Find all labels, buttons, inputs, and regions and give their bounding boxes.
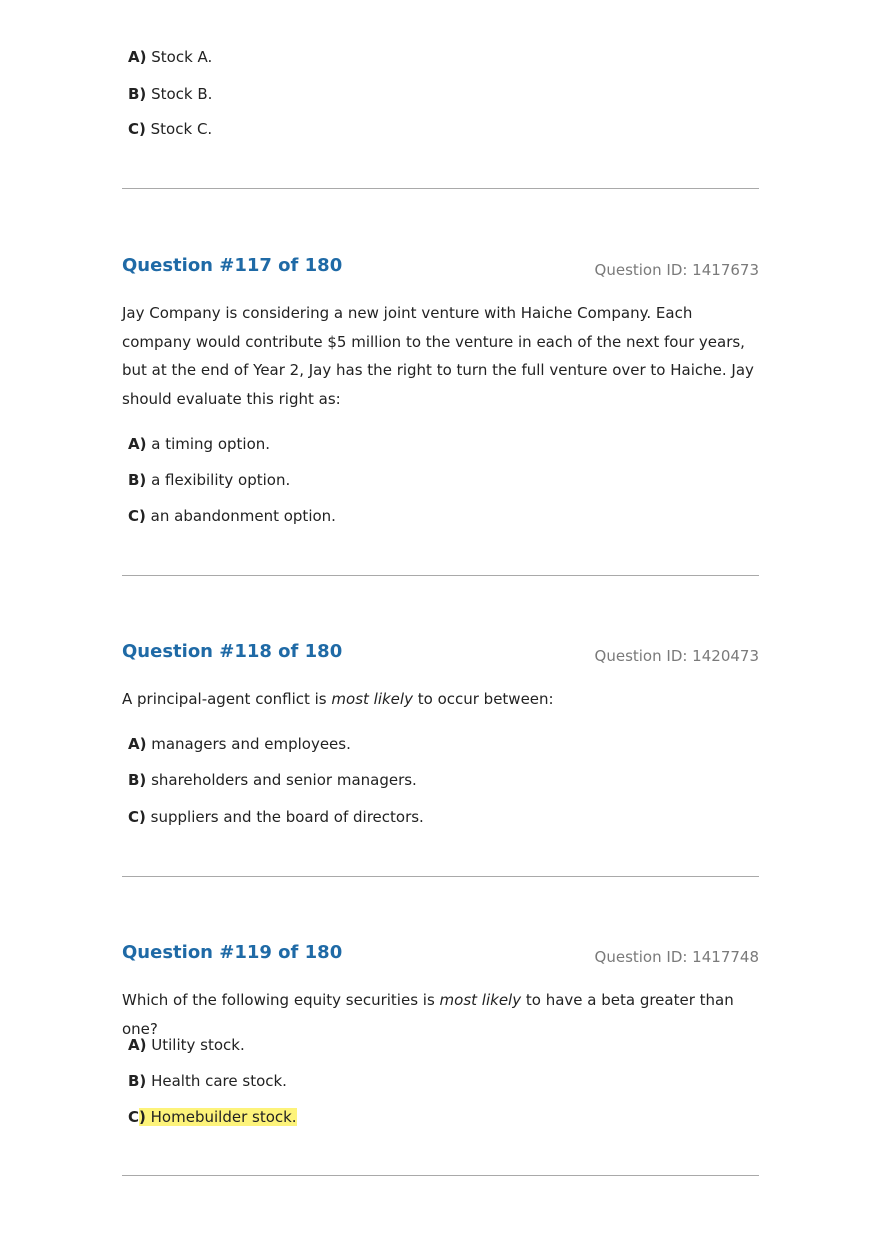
question-id: Question ID: 1420473 <box>594 647 759 665</box>
answer-option-b[interactable] <box>128 770 417 790</box>
option-letter: B) <box>128 771 147 789</box>
option-letter: A) <box>128 735 147 753</box>
option-letter: A) <box>128 1036 147 1054</box>
stem-text: A principal-agent conflict is <box>122 690 332 708</box>
answer-option-c[interactable] <box>128 1107 297 1127</box>
option-letter: C) <box>128 507 146 525</box>
option-text: Utility stock. <box>151 1036 245 1054</box>
option-text: Stock C. <box>150 120 213 138</box>
option-text: a flexibility option. <box>151 471 291 489</box>
option-text: managers and employees. <box>151 735 351 753</box>
option-letter: C <box>128 1108 140 1126</box>
stem-emphasis: most likely <box>439 991 522 1009</box>
option-letter: A) <box>128 435 147 453</box>
question-stem <box>122 685 762 714</box>
option-text: a timing option. <box>151 435 271 453</box>
option-text: suppliers and the board of directors. <box>150 808 424 826</box>
section-divider <box>122 188 759 189</box>
option-letter: A) <box>128 48 147 66</box>
answer-option-c[interactable] <box>128 807 424 827</box>
section-divider <box>122 1175 759 1176</box>
section-divider <box>122 876 759 877</box>
option-text: Homebuilder stock. <box>150 1108 297 1126</box>
answer-option-b[interactable] <box>128 84 212 104</box>
answer-option-a[interactable] <box>128 434 270 454</box>
option-text: Health care stock. <box>151 1072 287 1090</box>
answer-option-a[interactable] <box>128 734 351 754</box>
question-id: Question ID: 1417673 <box>594 261 759 279</box>
option-letter: B) <box>128 85 147 103</box>
stem-text: to occur between: <box>412 690 554 708</box>
option-letter: B) <box>128 1072 147 1090</box>
answer-option-b[interactable] <box>128 1071 287 1091</box>
option-text: an abandonment option. <box>150 507 336 525</box>
option-letter: C) <box>128 120 146 138</box>
option-text: Stock A. <box>151 48 213 66</box>
answer-option-c[interactable] <box>128 119 212 139</box>
question-title: Question #118 of 180 <box>122 641 343 662</box>
answer-option-a[interactable] <box>128 1035 245 1055</box>
answer-option-a[interactable] <box>128 47 212 67</box>
stem-text: to have a beta greater than one? <box>122 991 734 1038</box>
question-stem: Jay Company is considering a new joint venture with Haiche Company. Each company would contribute $5 million to the venture in each of the next four years, but at the end of Year 2, Jay has the right to turn the full venture over to Haiche. Jay should evaluate this right as: <box>122 304 754 409</box>
option-letter: C) <box>128 808 146 826</box>
answer-option-b[interactable] <box>128 470 290 490</box>
highlighted-letter-paren: ) <box>139 1108 146 1126</box>
highlighted-answer-text <box>146 1108 297 1126</box>
option-letter: B) <box>128 471 147 489</box>
stem-text: Which of the following equity securities is <box>122 991 440 1009</box>
question-title: Question #119 of 180 <box>122 942 343 963</box>
question-title: Question #117 of 180 <box>122 255 343 276</box>
option-text: Stock B. <box>151 85 213 103</box>
section-divider <box>122 575 759 576</box>
stem-emphasis: most likely <box>331 690 413 708</box>
question-id: Question ID: 1417748 <box>594 948 759 966</box>
option-text: shareholders and senior managers. <box>151 771 417 789</box>
answer-option-c[interactable] <box>128 506 336 526</box>
